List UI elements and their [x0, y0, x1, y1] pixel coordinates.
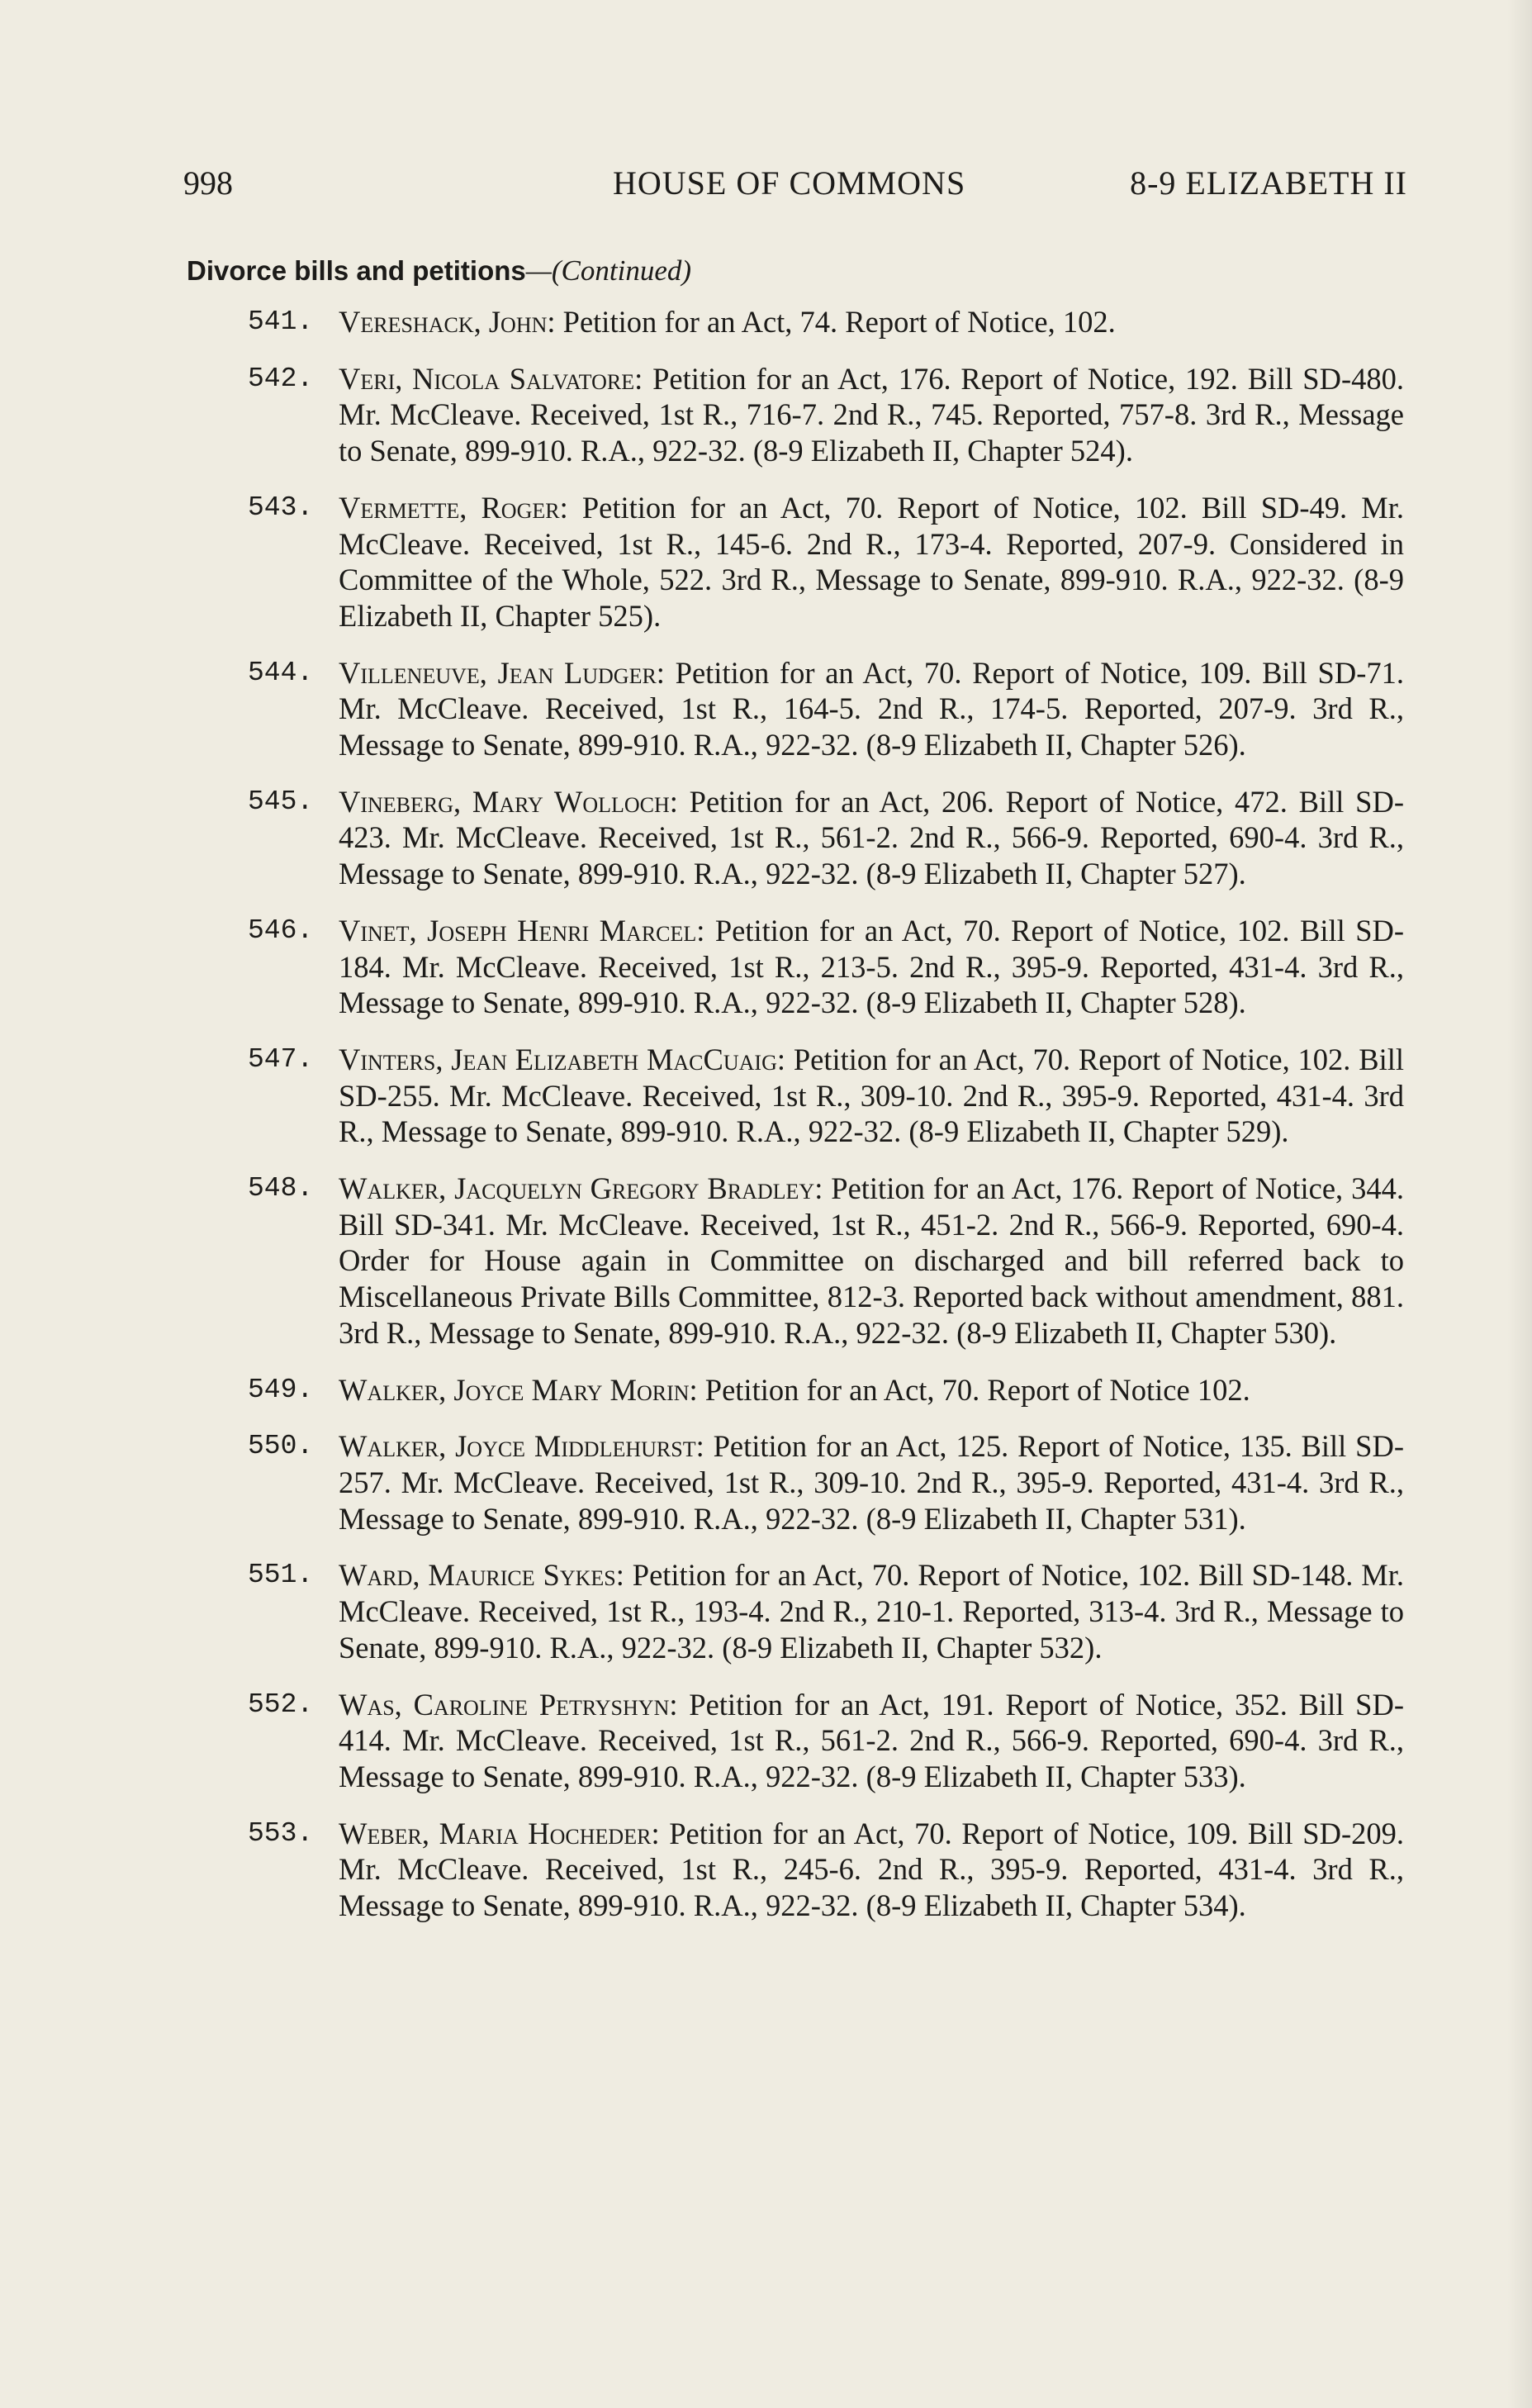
- entry-number: 546.: [248, 914, 314, 946]
- entry: [248, 361, 1404, 469]
- entry-name: Was, Caroline Petryshyn: [339, 1687, 670, 1722]
- entry-name: Veri, Nicola Salvatore: [339, 361, 635, 396]
- entry-name: Ward, Maurice Sykes: [339, 1558, 616, 1593]
- entry-name: Villeneuve, Jean Ludger: [339, 655, 657, 690]
- entry: [248, 304, 1404, 340]
- page-edge-shadow: [1507, 0, 1532, 2408]
- entry-number: 544.: [248, 657, 314, 688]
- entry-number: 553.: [248, 1817, 314, 1849]
- entry-number: 545.: [248, 786, 314, 817]
- entry-text: : Petition for an Act, 70. Report of Notice, 102. Bill SD-255. Mr. McCleave. Received, 1st R., 309-10. 2nd R., 395-9. Reported, 431-4. 3rd R., Message to Senate, 899-910. R.A., 922-32. (8-9 Elizabeth II, Chapter 529).: [339, 1042, 1404, 1149]
- entry: [248, 655, 1404, 763]
- entry: [248, 1557, 1404, 1665]
- section-heading-continued: —(Continued): [525, 254, 692, 287]
- entry-text: : Petition for an Act, 70. Report of Notice, 102. Bill SD-148. Mr. McCleave. Received, 1st R., 193-4. 2nd R., 210-1. Reported, 313-4. 3rd R., Message to Senate, 899-910. R.A., 922-32. (8-9 Elizabeth II, Chapter 532).: [339, 1558, 1404, 1665]
- entry-number: 549.: [248, 1374, 314, 1405]
- entry-number: 547.: [248, 1043, 314, 1075]
- entry-number: 541.: [248, 306, 314, 337]
- entry-text: : Petition for an Act, 176. Report of Notice, 192. Bill SD-480. Mr. McCleave. Received, 1st R., 716-7. 2nd R., 745. Reported, 757-8. 3rd R., Message to Senate, 899-910. R.A., 922-32. (8-9 Elizabeth II, Chapter 524).: [339, 361, 1404, 468]
- entry-name: Vineberg, Mary Wolloch: [339, 784, 670, 819]
- entry: [248, 1687, 1404, 1795]
- page-header: [183, 164, 1407, 213]
- entry: [248, 1816, 1404, 1924]
- entry-number: 543.: [248, 492, 314, 523]
- entry: [248, 490, 1404, 634]
- entry-text: : Petition for an Act, 70. Report of Notice, 102. Bill SD-184. Mr. McCleave. Received, 1st R., 213-5. 2nd R., 395-9. Reported, 431-4. 3rd R., Message to Senate, 899-910. R.A., 922-32. (8-9 Elizabeth II, Chapter 528).: [339, 913, 1405, 1020]
- entry-name: Walker, Joyce Mary Morin: [339, 1372, 690, 1407]
- entry-number: 548.: [248, 1173, 314, 1204]
- entry-name: Weber, Maria Hocheder: [339, 1816, 652, 1850]
- page-number: 998: [183, 164, 233, 202]
- entry-number: 550.: [248, 1431, 314, 1462]
- entry-name: Vermette, Roger: [339, 490, 560, 525]
- entry-name: Vereshack, John: [339, 305, 548, 339]
- entry: [248, 1171, 1404, 1351]
- entry-name: Vinters, Jean Elizabeth MacCuaig: [339, 1042, 777, 1076]
- entry-name: Vinet, Joseph Henri Marcel: [339, 913, 697, 948]
- entry-text: : Petition for an Act, 70. Report of Notice, 102. Bill SD-49. Mr. McCleave. Received, 1st R., 145-6. 2nd R., 173-4. Reported, 207-9. Considered in Committee of the Whole, 522. 3rd R., Message to Senate, 899-910. R.A., 922-32. (8-9 Elizabeth II, Chapter 525).: [339, 490, 1404, 633]
- entry: [248, 1042, 1404, 1150]
- entry-text: : Petition for an Act, 176. Report of Notice, 344. Bill SD-341. Mr. McCleave. Received, 1st R., 451-2. 2nd R., 566-9. Reported, 690-4. Order for House again in Committee on discharged and bill referred back to Miscellaneous Private Bills Committee, 812-3. Reported back without amendment, 881. 3rd R., Message to Senate, 899-910. R.A., 922-32. (8-9 Elizabeth II, Chapter 530).: [339, 1171, 1404, 1350]
- entry: [248, 1428, 1404, 1536]
- entry-text: : Petition for an Act, 70. Report of Notice 102.: [689, 1372, 1250, 1407]
- entry-text: : Petition for an Act, 206. Report of Notice, 472. Bill SD-423. Mr. McCleave. Received, 1st R., 561-2. 2nd R., 566-9. Reported, 690-4. 3rd R., Message to Senate, 899-910. R.A., 922-32. (8-9 Elizabeth II, Chapter 527).: [339, 784, 1404, 891]
- journal-title: HOUSE OF COMMONS: [613, 164, 966, 202]
- entry-name: Walker, Jacquelyn Gregory Bradley: [339, 1171, 815, 1206]
- entry-text: : Petition for an Act, 125. Report of Notice, 135. Bill SD-257. Mr. McCleave. Received, 1st R., 309-10. 2nd R., 395-9. Reported, 431-4. 3rd R., Message to Senate, 899-910. R.A., 922-32. (8-9 Elizabeth II, Chapter 531).: [339, 1429, 1404, 1536]
- entry: [248, 913, 1404, 1021]
- entry: [248, 1372, 1404, 1408]
- entry-text: : Petition for an Act, 70. Report of Notice, 109. Bill SD-209. Mr. McCleave. Received, 1st R., 245-6. 2nd R., 395-9. Reported, 431-4. 3rd R., Message to Senate, 899-910. R.A., 922-32. (8-9 Elizabeth II, Chapter 534).: [339, 1816, 1404, 1923]
- entry-text: : Petition for an Act, 191. Report of Notice, 352. Bill SD-414. Mr. McCleave. Received, 1st R., 561-2. 2nd R., 566-9. Reported, 690-4. 3rd R., Message to Senate, 899-910. R.A., 922-32. (8-9 Elizabeth II, Chapter 533).: [339, 1687, 1404, 1793]
- entry-number: 542.: [248, 363, 314, 394]
- entry-text: : Petition for an Act, 74. Report of Notice, 102.: [547, 305, 1116, 339]
- entry-text: : Petition for an Act, 70. Report of Notice, 109. Bill SD-71. Mr. McCleave. Received, 1st R., 164-5. 2nd R., 174-5. Reported, 207-9. 3rd R., Message to Senate, 899-910. R.A., 922-32. (8-9 Elizabeth II, Chapter 526).: [339, 655, 1404, 762]
- section-heading-title: Divorce bills and petitions: [187, 255, 526, 286]
- section-heading: [187, 254, 691, 287]
- entry-number: 552.: [248, 1688, 314, 1720]
- entry-number: 551.: [248, 1560, 314, 1591]
- entry-list: [248, 304, 1404, 1945]
- entry-name: Walker, Joyce Middlehurst: [339, 1429, 696, 1464]
- entry: [248, 784, 1404, 892]
- regnal-year: 8-9 ELIZABETH II: [1130, 164, 1407, 202]
